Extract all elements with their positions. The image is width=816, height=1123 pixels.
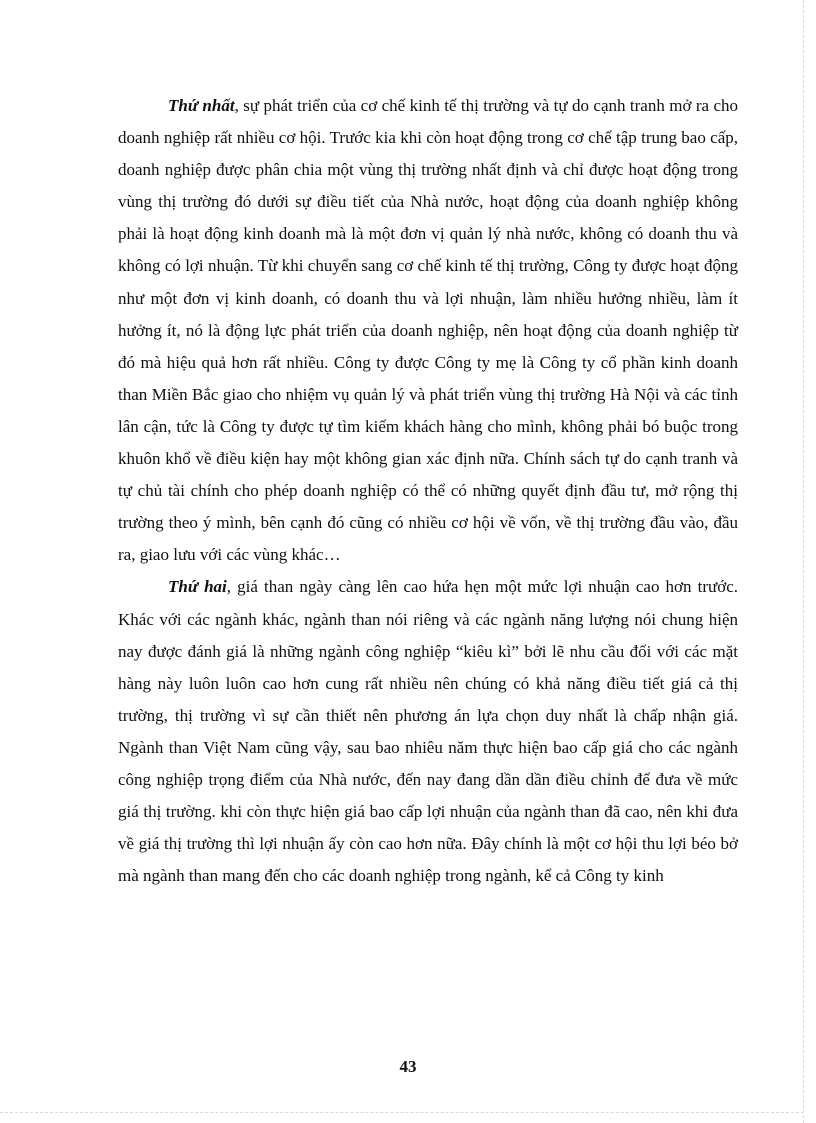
paragraph-second-point	[118, 571, 738, 892]
paragraph-text-second: , giá than ngày càng lên cao hứa hẹn một mức lợi nhuận cao hơn trước. Khác với các ngành khác, ngành than nói riêng và các ngành năng lượng nói chung hiện nay được đánh giá là những ngành công nghiệp “kiêu kì” bởi lẽ nhu cầu đối với các mặt hàng này luôn luôn cao hơn cung rất nhiều nên chúng có khả năng điều tiết giá cả thị trường, thị trường vì sự cần thiết nên phương án lựa chọn duy nhất là chấp nhận giá. Ngành than Việt Nam cũng vậy, sau bao nhiêu năm thực hiện bao cấp giá cho các ngành công nghiệp trọng điểm của Nhà nước, đến nay đang dần dần điều chỉnh để đưa về mức giá thị trường. khi còn thực hiện giá bao cấp lợi nhuận của ngành than đã cao, nên khi đưa về giá thị trường thì lợi nhuận ấy còn cao hơn nữa. Đây chính là một cơ hội thu lợi béo bở mà ngành than mang đến cho các doanh nghiệp trong ngành, kể cả Công ty kinh	[118, 577, 739, 886]
body-text	[118, 90, 738, 892]
page-border-bottom	[0, 1112, 804, 1113]
page-border-right	[803, 0, 804, 1123]
page-number: 43	[399, 1057, 417, 1076]
paragraph-lead-first: Thứ nhất	[168, 96, 235, 115]
paragraph-lead-second: Thứ hai	[168, 577, 227, 597]
paragraph-text-first: , sự phát triển của cơ chế kinh tế thị trường và tự do cạnh tranh mở ra cho doanh nghiệp rất nhiều cơ hội. Trước kia khi còn hoạt động trong cơ chế tập trung bao cấp, doanh nghiệp được phân chia một vùng thị trường nhất định và chỉ được hoạt động trong vùng thị trường đó dưới sự điều tiết của Nhà nước, hoạt động của doanh nghiệp không phải là hoạt động kinh doanh mà là một đơn vị quản lý nhà nước, không có doanh thu và không có lợi nhuận. Từ khi chuyển sang cơ chế kinh tế thị trường, Công ty được hoạt động như một đơn vị kinh doanh, có doanh thu và lợi nhuận, làm nhiều hưởng nhiều, làm ít hưởng ít, nó là động lực phát triển của doanh nghiệp, nên hoạt động của doanh nghiệp từ đó mà hiệu quả hơn rất nhiều. Công ty được Công ty mẹ là Công ty cổ phần kinh doanh than Miền Bắc giao cho nhiệm vụ quản lý và phát triển vùng thị trường Hà Nội và các tỉnh lân cận, tức là Công ty được tự tìm kiếm khách hàng cho mình, không phải bó buộc trong khuôn khổ về điều kiện hay một không gian xác định nữa. Chính sách tự do cạnh tranh và tự chủ tài chính cho phép doanh nghiệp có thể có những quyết định đầu tư, mở rộng thị trường theo ý mình, bên cạnh đó cũng có nhiều cơ hội về vốn, về thị trường đầu vào, đầu ra, giao lưu với các vùng khác…	[118, 96, 738, 565]
paragraph-first-point	[118, 90, 738, 571]
